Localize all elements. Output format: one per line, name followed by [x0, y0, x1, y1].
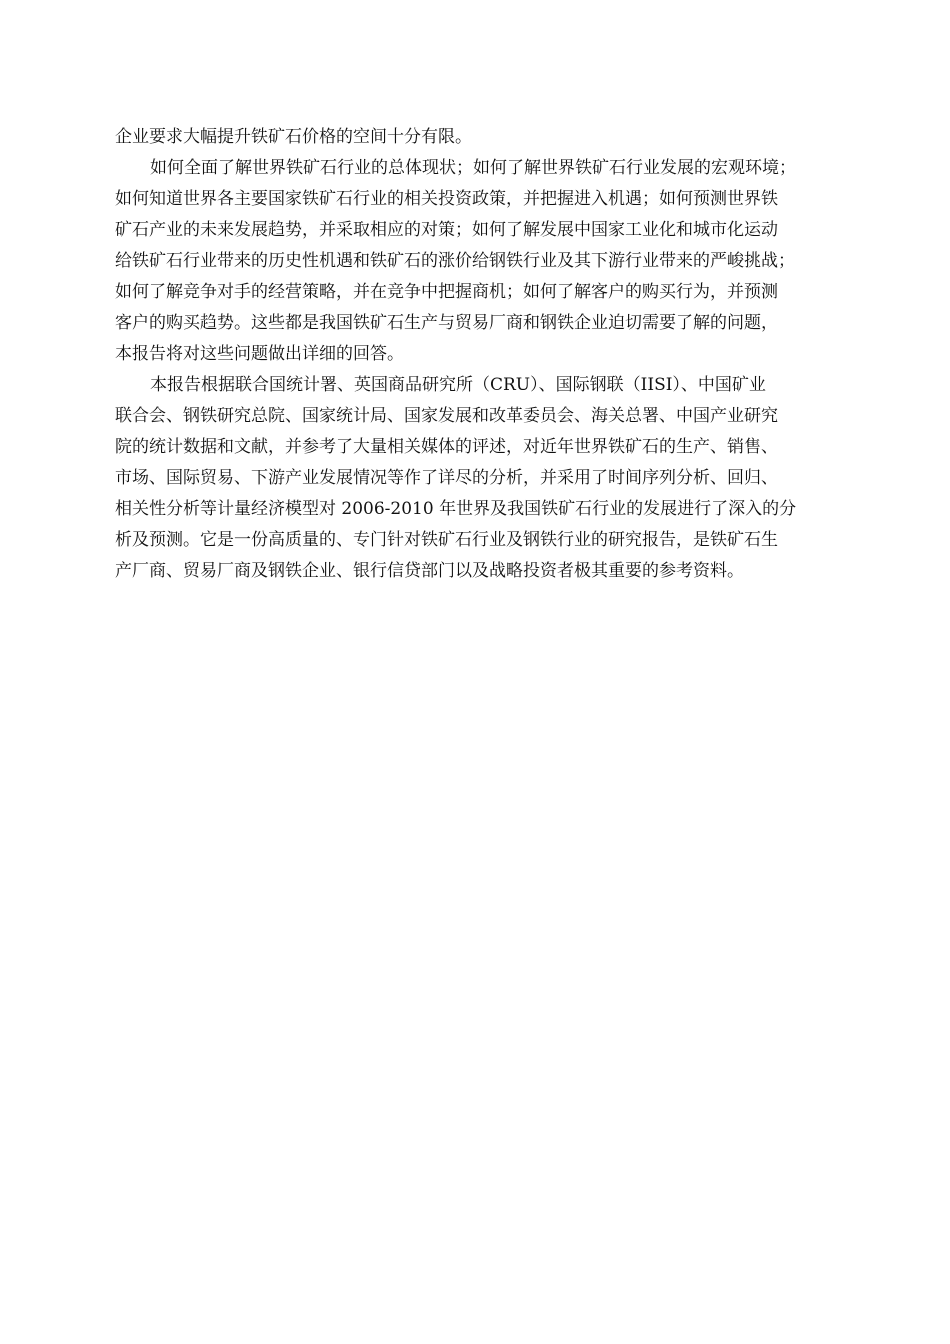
text-line: 析及预测。它是一份高质量的、专门针对铁矿石行业及钢铁行业的研究报告，是铁矿石生 — [115, 530, 778, 550]
text-line: 给铁矿石行业带来的历史性机遇和铁矿石的涨价给钢铁行业及其下游行业带来的严峻挑战； — [115, 251, 795, 271]
text-line: 客户的购买趋势。这些都是我国铁矿石生产与贸易厂商和钢铁企业迫切需要了解的问题， — [115, 313, 778, 333]
text-line: 如何了解竞争对手的经营策略，并在竞争中把握商机；如何了解客户的购买行为，并预测 — [115, 282, 778, 302]
text-line: 产厂商、贸易厂商及钢铁企业、银行信贷部门以及战略投资者极其重要的参考资料。 — [115, 561, 744, 581]
text-line: 市场、国际贸易、下游产业发展情况等作了详尽的分析，并采用了时间序列分析、回归、 — [115, 468, 778, 488]
text-line: 企业要求大幅提升铁矿石价格的空间十分有限。 — [115, 127, 472, 147]
text-line: 联合会、钢铁研究总院、国家统计局、国家发展和改革委员会、海关总署、中国产业研究 — [115, 406, 778, 426]
paragraph-first-line: 本报告根据联合国统计署、英国商品研究所（CRU）、国际钢联（IISI）、中国矿业 — [150, 375, 766, 395]
text-line: 相关性分析等计量经济模型对 2006-2010 年世界及我国铁矿石行业的发展进行了深入的分 — [115, 499, 797, 519]
paragraph-first-line: 如何全面了解世界铁矿石行业的总体现状；如何了解世界铁矿石行业发展的宏观环境； — [150, 158, 796, 178]
text-line: 如何知道世界各主要国家铁矿石行业的相关投资政策，并把握进入机遇；如何预测世界铁 — [115, 189, 778, 209]
body-text — [115, 122, 843, 587]
text-line: 院的统计数据和文献，并参考了大量相关媒体的评述，对近年世界铁矿石的生产、销售、 — [115, 437, 778, 457]
text-line: 矿石产业的未来发展趋势，并采取相应的对策；如何了解发展中国家工业化和城市化运动 — [115, 220, 778, 240]
text-line: 本报告将对这些问题做出详细的回答。 — [115, 344, 404, 364]
